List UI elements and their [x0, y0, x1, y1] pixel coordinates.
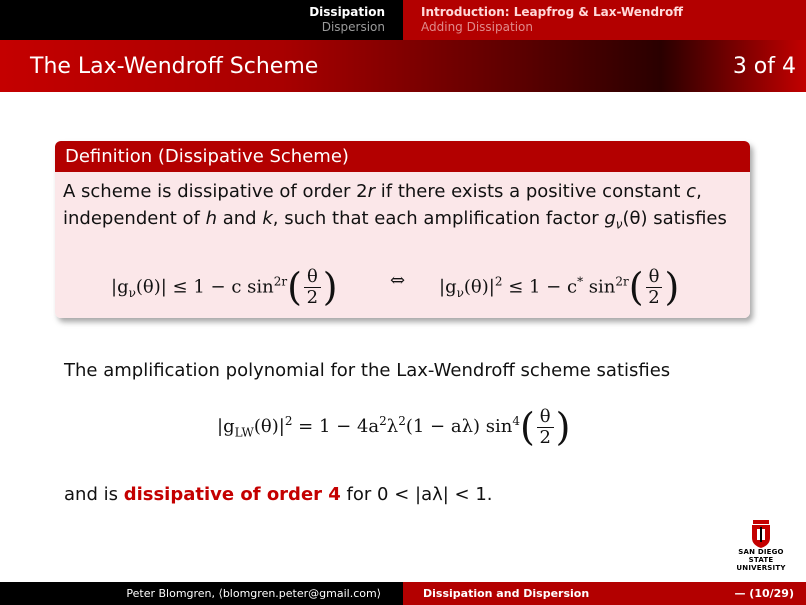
math-var-k: k	[262, 208, 273, 229]
nav-link-dispersion[interactable]: Dispersion	[321, 20, 385, 34]
formula-text: |g	[111, 276, 129, 298]
eq-text: λ	[386, 416, 399, 437]
section-page-counter: 3 of 4	[732, 54, 796, 79]
conclusion-text: for 0 < |aλ| < 1.	[340, 484, 493, 505]
eq-sub: LW	[234, 425, 254, 440]
math-var-h: h	[205, 208, 217, 229]
formula-sup: *	[577, 274, 584, 289]
paren-close: )	[664, 264, 680, 309]
fraction	[646, 267, 663, 308]
math-var-r: r	[367, 181, 376, 202]
definition-formula	[63, 253, 742, 318]
definition-text: independent of	[63, 208, 206, 229]
eq-text: = 1 − 4a	[292, 416, 380, 437]
paragraph-amplification: The amplification polynomial for the Lax-Wendroff scheme satisfies	[64, 360, 671, 381]
definition-text: satisfies	[647, 208, 727, 229]
footer-author: Peter Blomgren, ⟨blomgren.peter@gmail.com⟩	[126, 587, 381, 600]
formula-right	[439, 264, 680, 309]
formula-sub: ν	[128, 285, 136, 300]
footer-author-section	[0, 582, 403, 605]
university-logo	[726, 520, 796, 572]
logo-line-2: UNIVERSITY	[736, 564, 786, 572]
title-bar	[0, 40, 806, 92]
logo-line-1: SAN DIEGO STATE	[738, 548, 784, 564]
fraction-denominator: 2	[648, 286, 660, 308]
fraction-numerator: θ	[537, 407, 554, 428]
definition-text: ,	[696, 181, 702, 202]
top-navigation	[0, 0, 806, 40]
definition-block	[55, 141, 750, 318]
eq-sup: 2	[379, 414, 387, 428]
logo-shield-icon	[750, 520, 772, 548]
definition-text: , such that each amplification factor	[272, 208, 605, 229]
paren-open: (	[287, 264, 302, 309]
math-var-c: c	[686, 181, 697, 202]
eq-text: (θ)|	[253, 416, 285, 437]
paren-open: (	[519, 405, 535, 449]
fraction-numerator: θ	[646, 267, 663, 288]
math-var-g: g	[604, 208, 616, 229]
fraction	[304, 267, 321, 308]
formula-text: (θ)|	[463, 276, 495, 298]
paren-close: )	[555, 405, 571, 449]
paren-close: )	[322, 264, 338, 309]
footer-page-number: — (10/29)	[734, 587, 794, 600]
formula-sub: ν	[456, 285, 464, 300]
fraction-denominator: 2	[306, 286, 319, 308]
eq-sup: 4	[512, 414, 520, 428]
nav-section-left	[0, 0, 403, 40]
formula-sup: 2	[494, 274, 503, 289]
footer-title: Dissipation and Dispersion	[423, 587, 590, 600]
formula-sup: 2r	[615, 274, 629, 289]
fraction-numerator: θ	[304, 267, 321, 288]
paren-open: (	[628, 264, 644, 309]
eq-text: (1 − aλ) sin	[405, 416, 513, 437]
formula-left	[111, 264, 338, 309]
conclusion-text: and is	[64, 484, 124, 505]
fraction	[537, 407, 554, 448]
formula-text: ≤ 1 − c	[502, 276, 578, 298]
highlight-dissipative: dissipative of order 4	[123, 484, 341, 505]
definition-line-1	[63, 178, 742, 205]
nav-link-introduction[interactable]: Introduction: Leapfrog & Lax-Wendroff	[421, 5, 683, 19]
formula-text: |g	[439, 276, 457, 298]
footer-title-section	[403, 582, 806, 605]
iff-symbol: ⇔	[390, 269, 406, 291]
slide-title: The Lax-Wendroff Scheme	[30, 54, 319, 79]
nav-link-dissipation[interactable]: Dissipation	[309, 5, 385, 19]
formula-text: sin	[583, 276, 616, 298]
math-sub-nu: ν	[615, 217, 623, 232]
nav-section-right	[403, 0, 806, 40]
fraction-denominator: 2	[539, 426, 551, 448]
definition-heading: Definition (Dissipative Scheme)	[55, 141, 750, 172]
lax-wendroff-equation	[217, 405, 570, 449]
eq-text: |g	[217, 416, 235, 437]
definition-text: and	[217, 208, 263, 229]
formula-sup: 2r	[273, 274, 288, 289]
definition-text: if there exists a positive constant	[375, 181, 687, 202]
nav-link-adding-dissipation[interactable]: Adding Dissipation	[421, 20, 533, 34]
footer	[0, 582, 806, 605]
eq-sup: 2	[398, 414, 406, 428]
definition-text: A scheme is dissipative of order 2	[63, 181, 368, 202]
paragraph-conclusion	[64, 484, 493, 505]
definition-body	[55, 172, 750, 318]
formula-text: (θ)| ≤ 1 − c sin	[135, 276, 274, 298]
math-theta: (θ)	[622, 208, 648, 229]
definition-line-2	[63, 205, 742, 239]
eq-sup: 2	[284, 414, 293, 428]
